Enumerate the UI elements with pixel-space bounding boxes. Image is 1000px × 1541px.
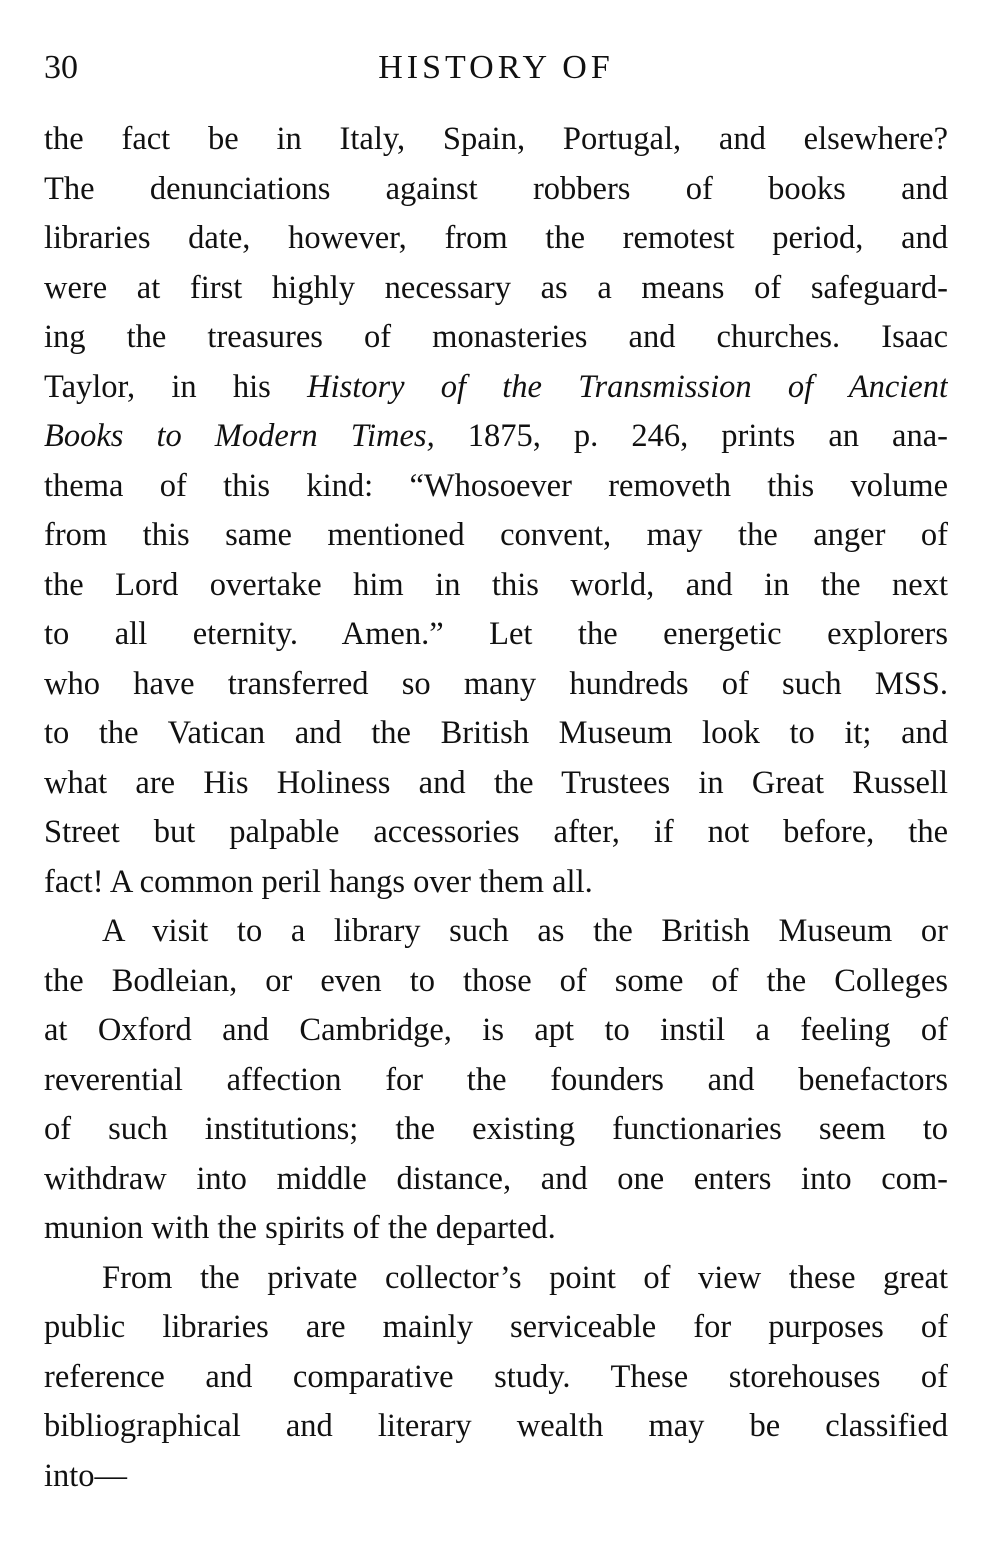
text-line: munion with the spirits of the departed. (44, 1210, 556, 1246)
text-line: withdraw into middle distance, and one enters into com- (44, 1160, 948, 1197)
text-line: A visit to a library such as the British Museum or (102, 913, 948, 949)
text-line: from this same mentioned convent, may the anger of (44, 517, 948, 553)
text-line: the Bodleian, or even to those of some of the Colleges (44, 962, 948, 999)
text-line: who have transferred so many hundreds of such MSS. (44, 665, 948, 702)
text-line: what are His Holiness and the Trustees in Great Russell (44, 764, 948, 801)
text-line (44, 412, 948, 462)
text-line: The denunciations against robbers of books and (44, 170, 948, 207)
text-line: into— (44, 1457, 128, 1494)
text-line: From the private collector’s point of view these great (102, 1259, 948, 1296)
text-line: reverential affection for the founders and benefactors (44, 1061, 948, 1098)
text-line: reference and comparative study. These storehouses of (44, 1358, 948, 1395)
book-title-italic: Books to Modern Times, (44, 418, 435, 454)
text-line: Street but palpable accessories after, if not before, the (44, 814, 948, 850)
text-line: of such institutions; the existing functionaries seem to (44, 1111, 948, 1147)
body-text (44, 115, 948, 1501)
text-line: to all eternity. Amen.” Let the energetic explorers (44, 616, 948, 652)
page-number: 30 (44, 49, 78, 86)
text-line: libraries date, however, from the remotest period, and (44, 220, 948, 256)
text-line: to the Vatican and the British Museum look to it; and (44, 715, 948, 751)
book-title-italic: History of the Transmission of Ancient (307, 368, 948, 405)
text-segment: Taylor, in his (44, 368, 271, 405)
text-line: the Lord overtake him in this world, and in the next (44, 566, 948, 603)
text-line: were at first highly necessary as a means of safeguard- (44, 269, 948, 306)
text-line: ing the treasures of monasteries and churches. Isaac (44, 319, 948, 355)
text-line: fact! A common peril hangs over them all. (44, 863, 593, 900)
text-segment: 1875, p. 246, prints an ana- (467, 418, 948, 454)
running-head: HISTORY OF (378, 49, 614, 86)
page-header (44, 46, 948, 96)
text-line: bibliographical and literary wealth may be classified (44, 1408, 948, 1444)
text-line: the fact be in Italy, Spain, Portugal, and elsewhere? (44, 121, 948, 157)
text-line: thema of this kind: “Whosoever removeth this volume (44, 467, 948, 504)
text-line: at Oxford and Cambridge, is apt to instil a feeling of (44, 1012, 948, 1048)
text-line: public libraries are mainly serviceable for purposes of (44, 1309, 948, 1345)
text-line (44, 363, 948, 413)
